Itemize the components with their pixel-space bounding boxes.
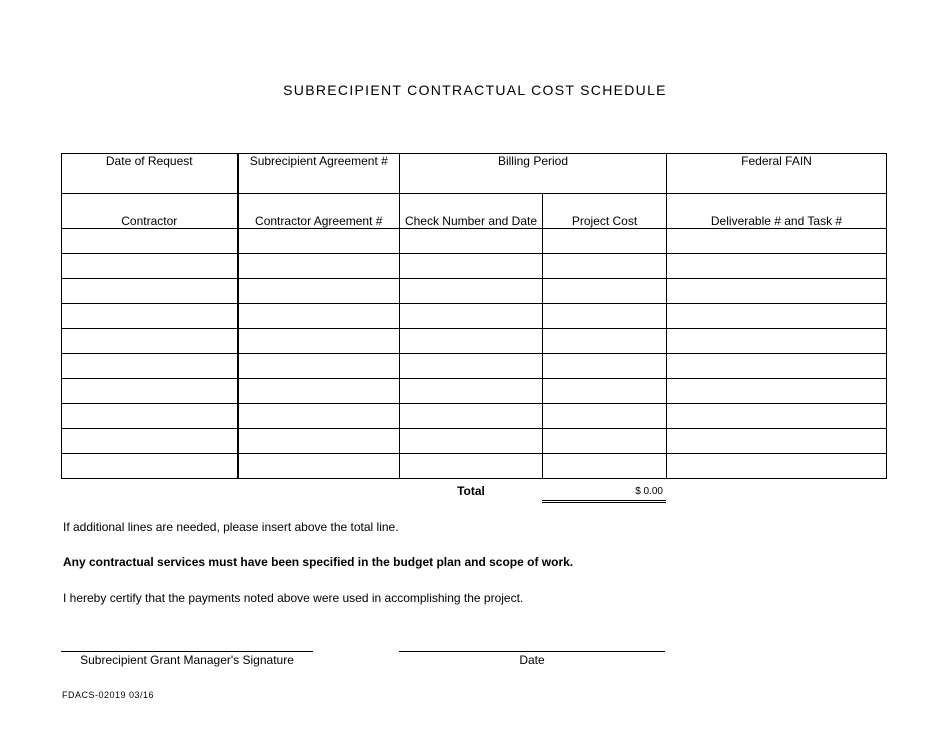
table-cell[interactable]: [667, 304, 887, 329]
table-cell[interactable]: [62, 354, 238, 379]
table-cell[interactable]: [667, 429, 887, 454]
table-cell[interactable]: [543, 404, 667, 429]
billing-period-header: Billing Period: [400, 154, 667, 194]
table-cell[interactable]: [667, 329, 887, 354]
table-row: [62, 329, 887, 354]
table-cell[interactable]: [667, 354, 887, 379]
table-row: [62, 304, 887, 329]
table-cell[interactable]: [667, 404, 887, 429]
table-cell[interactable]: [400, 229, 543, 254]
table-cell[interactable]: [543, 229, 667, 254]
table-row: [62, 254, 887, 279]
table-row: [62, 279, 887, 304]
table-cell[interactable]: [62, 279, 238, 304]
table-cell[interactable]: [543, 254, 667, 279]
table-cell[interactable]: [62, 254, 238, 279]
table-cell[interactable]: [238, 229, 400, 254]
table-cell[interactable]: [543, 379, 667, 404]
date-label: Date: [519, 653, 545, 667]
form-title: SUBRECIPIENT CONTRACTUAL COST SCHEDULE: [283, 82, 667, 98]
table-cell[interactable]: [238, 354, 400, 379]
date-line[interactable]: [399, 651, 665, 652]
table-cell[interactable]: [667, 254, 887, 279]
table-row: [62, 354, 887, 379]
table-row: [62, 454, 887, 479]
table-cell[interactable]: [543, 454, 667, 479]
deliverable-task-header: Deliverable # and Task #: [667, 194, 887, 229]
table-cell[interactable]: [400, 454, 543, 479]
table-cell[interactable]: [400, 379, 543, 404]
table-cell[interactable]: [238, 429, 400, 454]
table-cell[interactable]: [667, 279, 887, 304]
table-row: [62, 229, 887, 254]
table-row: [62, 429, 887, 454]
table-cell[interactable]: [62, 429, 238, 454]
table-cell[interactable]: [667, 454, 887, 479]
table-cell[interactable]: [62, 304, 238, 329]
table-cell[interactable]: [543, 429, 667, 454]
contractor-header: Contractor: [62, 194, 238, 229]
table-cell[interactable]: [238, 454, 400, 479]
total-value: $ 0.00: [542, 486, 666, 503]
table-cell[interactable]: [400, 404, 543, 429]
table-cell[interactable]: [238, 404, 400, 429]
table-cell[interactable]: [400, 354, 543, 379]
table-row: [62, 379, 887, 404]
signature-label: Subrecipient Grant Manager's Signature: [80, 653, 294, 667]
header-row-1: [62, 154, 887, 194]
table-cell[interactable]: [543, 329, 667, 354]
subrecipient-agreement-header: Subrecipient Agreement #: [238, 154, 400, 194]
project-cost-header: Project Cost: [543, 194, 667, 229]
federal-fain-header: Federal FAIN: [667, 154, 887, 194]
table-cell[interactable]: [62, 329, 238, 354]
header-row-2: [62, 194, 887, 229]
table-cell[interactable]: [238, 379, 400, 404]
table-cell[interactable]: [400, 254, 543, 279]
table-cell[interactable]: [667, 229, 887, 254]
table-cell[interactable]: [238, 304, 400, 329]
form-number: FDACS-02019 03/16: [62, 690, 155, 700]
date-of-request-header: Date of Request: [62, 154, 238, 194]
table-cell[interactable]: [62, 379, 238, 404]
contractual-services-note: Any contractual services must have been specified in the budget plan and scope of work.: [63, 555, 574, 569]
cost-schedule-table: [61, 153, 887, 479]
table-cell[interactable]: [400, 304, 543, 329]
table-cell[interactable]: [543, 304, 667, 329]
table-cell[interactable]: [238, 254, 400, 279]
additional-lines-note: If additional lines are needed, please insert above the total line.: [63, 520, 399, 534]
table-cell[interactable]: [62, 454, 238, 479]
table-cell[interactable]: [238, 329, 400, 354]
total-label: Total: [457, 484, 485, 498]
table-cell[interactable]: [62, 229, 238, 254]
table-cell[interactable]: [400, 329, 543, 354]
table-cell[interactable]: [543, 279, 667, 304]
table-cell[interactable]: [400, 429, 543, 454]
table-cell[interactable]: [238, 279, 400, 304]
entry-rows: [62, 229, 887, 479]
signature-line[interactable]: [61, 651, 313, 652]
contractor-agreement-header: Contractor Agreement #: [238, 194, 400, 229]
certification-statement: I hereby certify that the payments noted above were used in accomplishing the project.: [63, 591, 524, 605]
table-cell[interactable]: [400, 279, 543, 304]
table-cell[interactable]: [667, 379, 887, 404]
check-number-date-header: Check Number and Date: [400, 194, 543, 229]
table-cell[interactable]: [62, 404, 238, 429]
table-cell[interactable]: [543, 354, 667, 379]
table-row: [62, 404, 887, 429]
